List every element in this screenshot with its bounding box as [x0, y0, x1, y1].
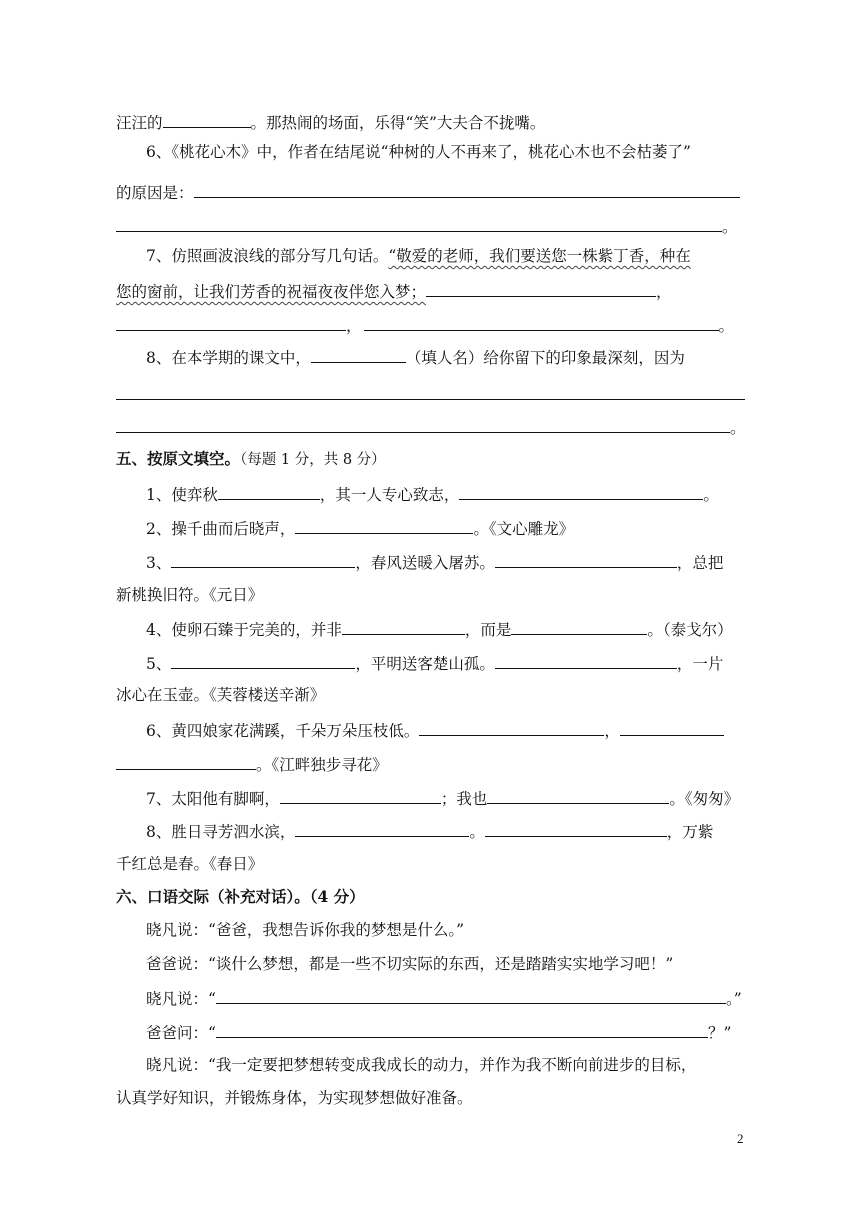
answer-blank[interactable]	[194, 180, 740, 198]
answer-blank[interactable]	[487, 786, 669, 804]
s5-item6	[146, 718, 724, 742]
dialog-line: 晓凡说：“爸爸，我想告诉你我的梦想是什么。”	[146, 921, 465, 939]
text: 2、操千曲而后晓声，	[146, 520, 296, 538]
answer-blank[interactable]	[495, 550, 677, 568]
s5-item1	[146, 482, 719, 506]
s5-item8	[146, 819, 713, 843]
text: 。《江畔独步寻花》	[256, 756, 388, 774]
answer-blank[interactable]	[295, 819, 469, 837]
text: 。	[722, 218, 738, 236]
text: 。	[730, 419, 746, 437]
text: ，总把	[676, 554, 724, 572]
answer-blank[interactable]	[280, 786, 441, 804]
answer-blank[interactable]	[116, 382, 745, 400]
dialog-line: 认真学好知识，并锻炼身体，为实现梦想做好准备。	[116, 1089, 473, 1107]
text: ，一片	[676, 655, 724, 673]
s5-item6-cont	[116, 752, 388, 776]
q6-line1: 6、《桃花心木》中，作者在结尾说“种树的人不再来了，桃花心木也不会枯萎了”	[146, 143, 691, 161]
s5-item5-cont: 冰心在玉壶。《芙蓉楼送辛渐》	[116, 686, 326, 704]
text: 3、	[146, 554, 172, 572]
s5-item3-cont: 新桃换旧符。《元日》	[116, 586, 264, 604]
s5-item4	[146, 617, 733, 641]
q7-line2	[116, 279, 672, 303]
answer-blank[interactable]	[311, 345, 406, 363]
text: 4、使卵石臻于完美的，并非	[146, 621, 342, 639]
text: ；我也	[440, 790, 488, 808]
text: ，平明送客楚山孤。	[355, 655, 495, 673]
text: 5、	[146, 655, 172, 673]
answer-blank[interactable]	[485, 819, 667, 837]
wavy-underlined-text: 您的窗前，让我们芳香的祝福夜夜伴您入梦；	[116, 283, 427, 301]
answer-blank[interactable]	[116, 752, 256, 770]
answer-blank[interactable]	[342, 617, 465, 635]
text: ，其一人专心致志，	[319, 486, 460, 504]
dialog-line	[146, 986, 742, 1010]
answer-blank[interactable]	[171, 651, 355, 669]
text: 汪汪的	[116, 114, 163, 132]
text: 。	[469, 823, 485, 841]
text: 。《匆匆》	[669, 790, 740, 808]
text: 爸爸问：“	[146, 1024, 216, 1042]
score-note: （每题 1 分，共 8 分）	[240, 452, 386, 468]
answer-blank[interactable]	[620, 718, 724, 736]
text: ，	[604, 722, 620, 740]
answer-blank[interactable]	[459, 482, 703, 500]
answer-blank[interactable]	[171, 550, 355, 568]
answer-blank[interactable]	[116, 415, 730, 433]
dialog-line: 爸爸说：“谈什么梦想，都是一些不切实际的东西，还是踏踏实实地学习吧！”	[146, 955, 674, 973]
answer-blank[interactable]	[216, 986, 726, 1004]
answer-blank[interactable]	[419, 718, 604, 736]
text: 的原因是：	[116, 184, 194, 202]
q4-line	[116, 110, 545, 134]
text: ，	[656, 283, 672, 301]
answer-blank[interactable]	[116, 313, 346, 331]
page-number: 2	[737, 1131, 744, 1146]
answer-blank[interactable]	[426, 279, 656, 297]
answer-blank[interactable]	[295, 516, 473, 534]
answer-blank[interactable]	[495, 651, 677, 669]
section-6-title: 六、口语交际（补充对话）。（4 分）	[116, 887, 365, 906]
answer-blank[interactable]	[511, 617, 647, 635]
q8-line2	[116, 382, 745, 406]
q6-line3	[116, 214, 738, 238]
text: ，万紫	[666, 823, 714, 841]
q6-line2	[116, 180, 740, 204]
text: 。（泰戈尔）	[647, 621, 733, 639]
answer-blank[interactable]	[163, 110, 251, 128]
answer-blank[interactable]	[218, 482, 320, 500]
q7-line3	[116, 313, 734, 337]
dialog-line: 晓凡说：“我一定要把梦想转变成我成长的动力，并作为我不断向前进步的目标，	[146, 1056, 697, 1074]
text: 。”	[725, 990, 742, 1008]
section-title: 五、按原文填空。	[116, 449, 241, 468]
answer-blank[interactable]	[116, 214, 722, 232]
text: 。《文心雕龙》	[473, 520, 575, 538]
text: 6、黄四娘家花满蹊，千朵万朵压枝低。	[146, 722, 420, 740]
s5-item3	[146, 550, 723, 574]
text: ？”	[707, 1024, 732, 1042]
q7-line1	[146, 245, 691, 267]
text: ，	[346, 317, 362, 335]
s5-item2	[146, 516, 574, 540]
text: 。那热闹的场面，乐得“笑”大夫合不拢嘴。	[250, 114, 546, 132]
text: ，而是	[464, 621, 512, 639]
s5-item5	[146, 651, 723, 675]
s5-item8-cont: 千红总是春。《春日》	[116, 855, 264, 873]
text: 晓凡说：“	[146, 990, 216, 1008]
text: 。	[703, 486, 719, 504]
text: 7、太阳他有脚啊，	[146, 790, 280, 808]
q8-line3	[116, 415, 746, 439]
text: ，春风送暖入屠苏。	[355, 554, 495, 572]
answer-blank[interactable]	[364, 313, 719, 331]
text: 。	[718, 317, 735, 335]
text: 8、胜日寻芳泗水滨，	[146, 823, 296, 841]
q8-line1	[146, 345, 685, 369]
section-5-heading	[116, 448, 386, 471]
text: （填人名）给你留下的印象最深刻，因为	[405, 349, 685, 367]
wavy-underlined-text: “敬爱的老师，我们要送您一株紫丁香，种在	[388, 247, 691, 265]
s5-item7	[146, 786, 739, 810]
text: 7、仿照画波浪线的部分写几句话。	[146, 247, 389, 265]
answer-blank[interactable]	[216, 1020, 708, 1038]
dialog-line	[146, 1020, 731, 1044]
text: 8、在本学期的课文中，	[146, 349, 311, 367]
text: 1、使弈秋	[146, 486, 218, 504]
